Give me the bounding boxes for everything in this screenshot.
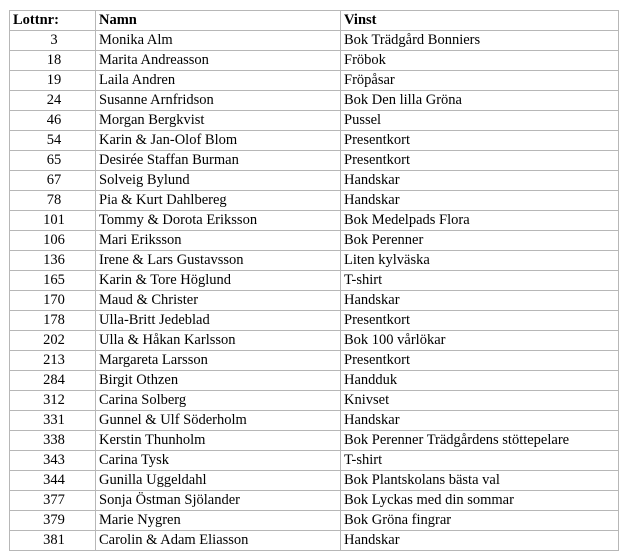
cell-lottnr: 3 [10, 31, 96, 51]
cell-lottnr: 379 [10, 511, 96, 531]
header-namn: Namn [96, 11, 341, 31]
cell-lottnr: 312 [10, 391, 96, 411]
cell-vinst: Handskar [341, 411, 619, 431]
table-row [10, 191, 619, 211]
cell-lottnr: 344 [10, 471, 96, 491]
cell-lottnr: 213 [10, 351, 96, 371]
cell-namn: Mari Eriksson [96, 231, 341, 251]
cell-namn: Gunnel & Ulf Söderholm [96, 411, 341, 431]
cell-vinst: Handskar [341, 171, 619, 191]
cell-namn: Laila Andren [96, 71, 341, 91]
table-row [10, 491, 619, 511]
header-row [10, 11, 619, 31]
table-row [10, 531, 619, 551]
cell-lottnr: 202 [10, 331, 96, 351]
table-row [10, 111, 619, 131]
cell-namn: Carolin & Adam Eliasson [96, 531, 341, 551]
cell-namn: Karin & Tore Höglund [96, 271, 341, 291]
cell-vinst: Presentkort [341, 311, 619, 331]
cell-lottnr: 136 [10, 251, 96, 271]
lottery-winners-table [9, 10, 619, 551]
table-row [10, 371, 619, 391]
cell-vinst: Bok 100 vårlökar [341, 331, 619, 351]
cell-vinst: Bok Plantskolans bästa val [341, 471, 619, 491]
cell-lottnr: 65 [10, 151, 96, 171]
cell-vinst: Handduk [341, 371, 619, 391]
table-row [10, 511, 619, 531]
cell-namn: Sonja Östman Sjölander [96, 491, 341, 511]
cell-vinst: T-shirt [341, 271, 619, 291]
table-row [10, 271, 619, 291]
table-row [10, 291, 619, 311]
cell-namn: Maud & Christer [96, 291, 341, 311]
cell-namn: Ulla-Britt Jedeblad [96, 311, 341, 331]
cell-namn: Tommy & Dorota Eriksson [96, 211, 341, 231]
cell-lottnr: 78 [10, 191, 96, 211]
table-row [10, 411, 619, 431]
table-row [10, 351, 619, 371]
cell-vinst: T-shirt [341, 451, 619, 471]
cell-namn: Susanne Arnfridson [96, 91, 341, 111]
cell-namn: Carina Solberg [96, 391, 341, 411]
cell-namn: Morgan Bergkvist [96, 111, 341, 131]
table-row [10, 331, 619, 351]
table-row [10, 171, 619, 191]
cell-lottnr: 18 [10, 51, 96, 71]
cell-namn: Marie Nygren [96, 511, 341, 531]
cell-vinst: Bok Medelpads Flora [341, 211, 619, 231]
cell-lottnr: 19 [10, 71, 96, 91]
cell-vinst: Fröbok [341, 51, 619, 71]
cell-lottnr: 331 [10, 411, 96, 431]
cell-vinst: Liten kylväska [341, 251, 619, 271]
cell-lottnr: 381 [10, 531, 96, 551]
table-row [10, 51, 619, 71]
cell-namn: Marita Andreasson [96, 51, 341, 71]
cell-vinst: Handskar [341, 531, 619, 551]
table-row [10, 311, 619, 331]
cell-vinst: Pussel [341, 111, 619, 131]
table-row [10, 131, 619, 151]
cell-namn: Gunilla Uggeldahl [96, 471, 341, 491]
cell-lottnr: 343 [10, 451, 96, 471]
header-vinst: Vinst [341, 11, 619, 31]
cell-lottnr: 46 [10, 111, 96, 131]
cell-vinst: Bok Lyckas med din sommar [341, 491, 619, 511]
table-row [10, 251, 619, 271]
cell-vinst: Knivset [341, 391, 619, 411]
cell-namn: Karin & Jan-Olof Blom [96, 131, 341, 151]
cell-vinst: Fröpåsar [341, 71, 619, 91]
table-body [10, 31, 619, 551]
cell-lottnr: 165 [10, 271, 96, 291]
cell-namn: Kerstin Thunholm [96, 431, 341, 451]
cell-lottnr: 106 [10, 231, 96, 251]
cell-vinst: Presentkort [341, 351, 619, 371]
cell-lottnr: 101 [10, 211, 96, 231]
cell-lottnr: 54 [10, 131, 96, 151]
cell-namn: Ulla & Håkan Karlsson [96, 331, 341, 351]
table-row [10, 231, 619, 251]
cell-namn: Solveig Bylund [96, 171, 341, 191]
cell-namn: Pia & Kurt Dahlbereg [96, 191, 341, 211]
table-row [10, 71, 619, 91]
table-row [10, 451, 619, 471]
cell-vinst: Handskar [341, 191, 619, 211]
cell-vinst: Bok Gröna fingrar [341, 511, 619, 531]
cell-vinst: Bok Perenner Trädgårdens stöttepelare [341, 431, 619, 451]
cell-namn: Birgit Othzen [96, 371, 341, 391]
cell-vinst: Presentkort [341, 131, 619, 151]
table-row [10, 471, 619, 491]
table-row [10, 431, 619, 451]
table-row [10, 391, 619, 411]
cell-lottnr: 24 [10, 91, 96, 111]
table-header [10, 11, 619, 31]
cell-vinst: Presentkort [341, 151, 619, 171]
cell-lottnr: 284 [10, 371, 96, 391]
cell-vinst: Bok Den lilla Gröna [341, 91, 619, 111]
cell-namn: Margareta Larsson [96, 351, 341, 371]
table-row [10, 211, 619, 231]
cell-namn: Desirée Staffan Burman [96, 151, 341, 171]
cell-namn: Carina Tysk [96, 451, 341, 471]
cell-lottnr: 338 [10, 431, 96, 451]
table-row [10, 91, 619, 111]
cell-vinst: Handskar [341, 291, 619, 311]
cell-namn: Monika Alm [96, 31, 341, 51]
cell-vinst: Bok Trädgård Bonniers [341, 31, 619, 51]
table-row [10, 151, 619, 171]
cell-lottnr: 170 [10, 291, 96, 311]
cell-namn: Irene & Lars Gustavsson [96, 251, 341, 271]
header-lottnr: Lottnr: [10, 11, 96, 31]
cell-lottnr: 178 [10, 311, 96, 331]
table-row [10, 31, 619, 51]
cell-lottnr: 67 [10, 171, 96, 191]
cell-vinst: Bok Perenner [341, 231, 619, 251]
cell-lottnr: 377 [10, 491, 96, 511]
